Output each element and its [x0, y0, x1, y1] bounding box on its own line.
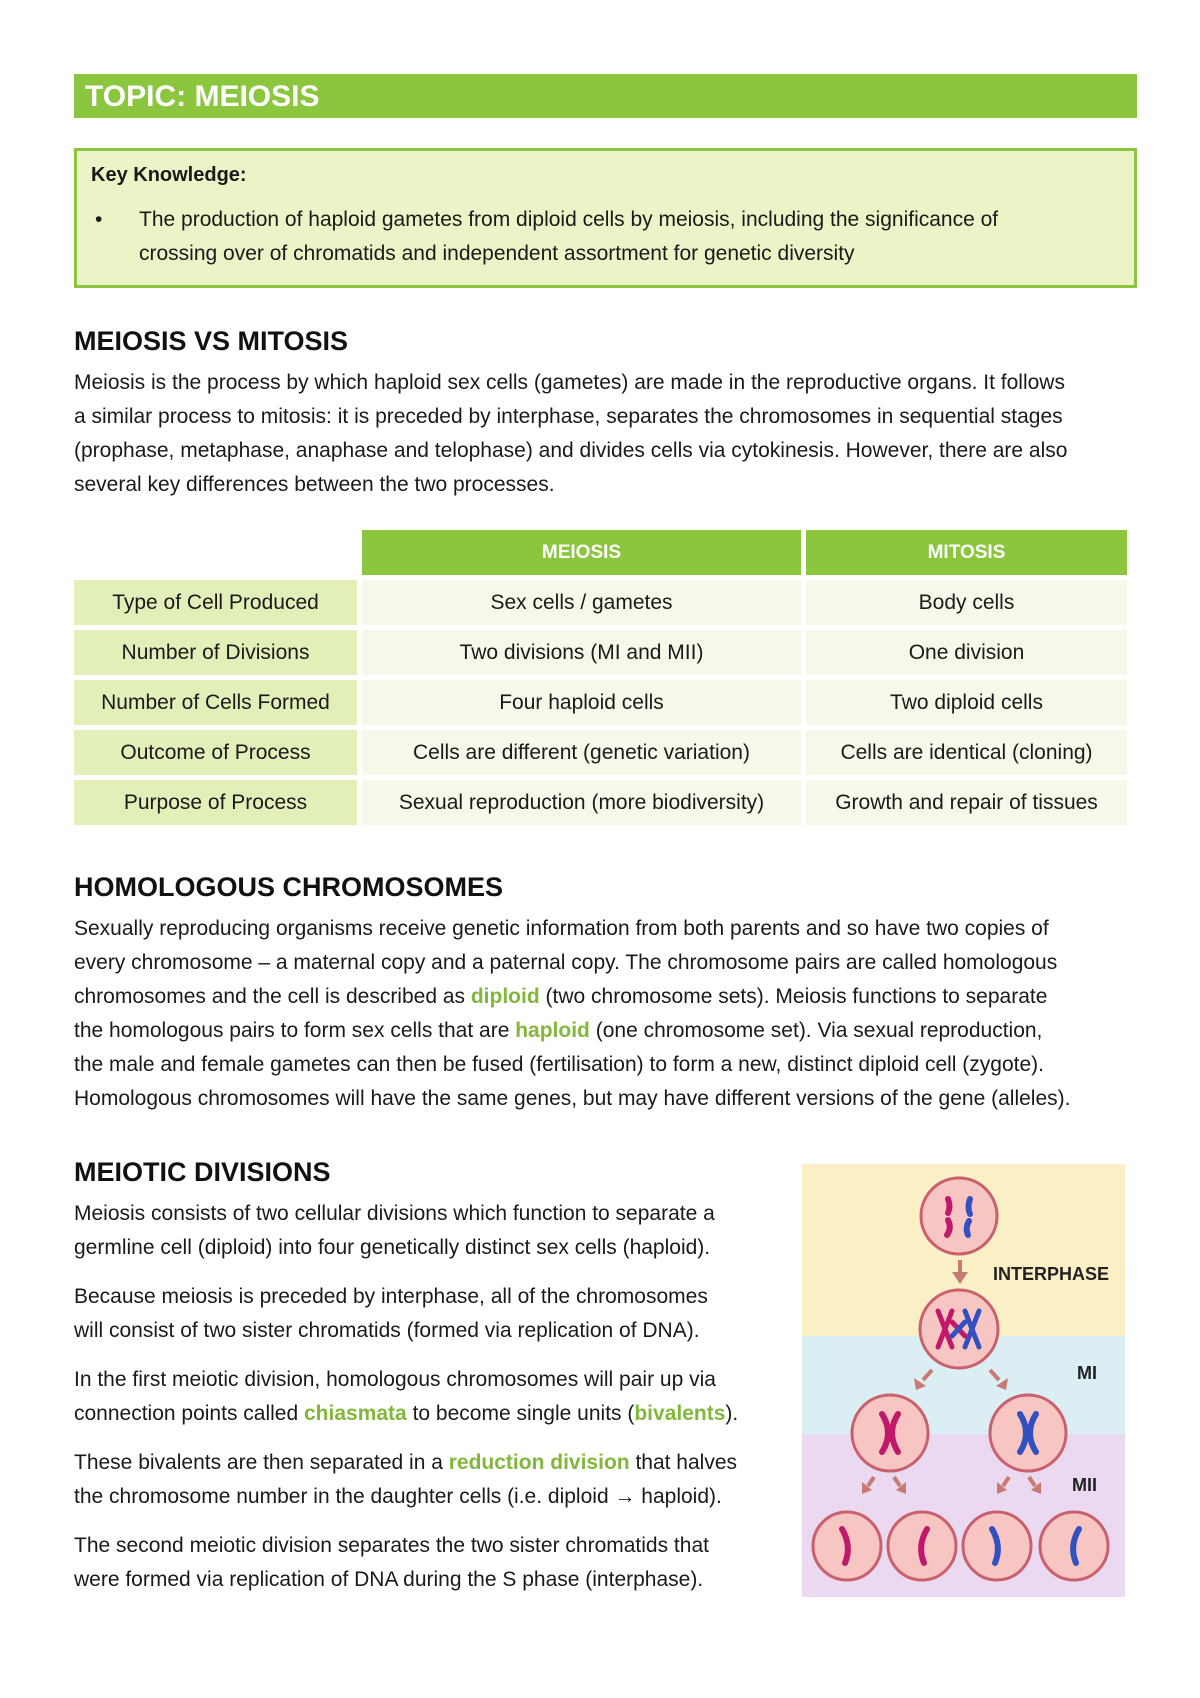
paragraph: [74, 1197, 794, 1265]
table-row: [74, 730, 1127, 775]
meiosis-cell: Sexual reproduction (more biodiversity): [362, 780, 801, 825]
gamete-cell: [813, 1512, 881, 1580]
text-line: a similar process to mitosis: it is preceded by interphase, separates the chromosomes in sequential stages: [74, 405, 1063, 428]
mitosis-cell: Two diploid cells: [806, 680, 1127, 725]
section-heading-meiotic-divisions: MEIOTIC DIVISIONS: [74, 1157, 331, 1187]
key-knowledge-line: The production of haploid gametes from diploid cells by meiosis, including the significance of: [139, 208, 999, 231]
paragraph: [74, 1363, 794, 1431]
mitosis-cell: Body cells: [806, 580, 1127, 625]
text-line: The second meiotic division separates the two sister chromatids that: [74, 1534, 709, 1557]
section-meiosis-vs-mitosis-text: [74, 366, 1067, 502]
chromosome-blue: [969, 1199, 971, 1214]
row-label: Number of Cells Formed: [74, 680, 357, 725]
topic-title: TOPIC: MEIOSIS: [85, 80, 320, 113]
text-run: connection points called: [74, 1402, 304, 1425]
meiosis-diagram: [802, 1164, 1125, 1597]
mitosis-cell: Growth and repair of tissues: [806, 780, 1127, 825]
row-label: Type of Cell Produced: [74, 580, 357, 625]
text-run: chromosomes and the cell is described as: [74, 985, 471, 1008]
text-line: Sexually reproducing organisms receive genetic information from both parents and so have two copies of: [74, 917, 1049, 940]
text-run: the homologous pairs to form sex cells that are: [74, 1019, 516, 1042]
text-line: will consist of two sister chromatids (formed via replication of DNA).: [74, 1319, 700, 1342]
text-line: several key differences between the two processes.: [74, 473, 555, 496]
text-line: Because meiosis is preceded by interphase, all of the chromosomes: [74, 1285, 708, 1308]
text-line: [74, 980, 1070, 1014]
meiosis-cell: Cells are different (genetic variation): [362, 730, 801, 775]
text-line: germline cell (diploid) into four genetically distinct sex cells (haploid).: [74, 1236, 711, 1259]
text-run: (one chromosome set). Via sexual reproduction,: [589, 1019, 1043, 1042]
gamete-cell: [888, 1512, 956, 1580]
text-line: the chromosome number in the daughter cells (i.e. diploid → haploid).: [74, 1485, 722, 1508]
gamete-cell: [1040, 1512, 1108, 1580]
key-knowledge-title: Key Knowledge:: [91, 164, 247, 186]
interphase-cell: [921, 1178, 997, 1254]
key-knowledge-line: crossing over of chromatids and independent assortment for genetic diversity: [139, 242, 855, 265]
paragraph: [74, 1529, 794, 1597]
mitosis-cell: One division: [806, 630, 1127, 675]
text-line: the male and female gametes can then be fused (fertilisation) to form a new, distinct diploid cell (zygote).: [74, 1053, 1044, 1076]
meiosis-cell: Sex cells / gametes: [362, 580, 801, 625]
key-knowledge-box: [74, 148, 1137, 288]
mitosis-cell: Cells are identical (cloning): [806, 730, 1127, 775]
row-label: Number of Divisions: [74, 630, 357, 675]
column-header-mitosis: MITOSIS: [806, 530, 1127, 575]
term-diploid: diploid: [470, 985, 540, 1008]
text-line: In the first meiotic division, homologous chromosomes will pair up via: [74, 1368, 716, 1391]
table-row: [74, 630, 1127, 675]
mi-daughter-cell-left: [852, 1395, 928, 1471]
topic-header: [74, 74, 1137, 118]
text-line: Meiosis is the process by which haploid sex cells (gametes) are made in the reproductive organs. It follows: [74, 371, 1065, 394]
meiosis-cell: Two divisions (MI and MII): [362, 630, 801, 675]
section-meiotic-text: [74, 1197, 794, 1597]
text-line: Homologous chromosomes will have the same genes, but may have different versions of the gene (alleles).: [74, 1087, 1071, 1110]
term-chiasmata: chiasmata: [304, 1402, 407, 1425]
text-run: These bivalents are then separated in a: [74, 1451, 449, 1474]
paragraph: [74, 1280, 794, 1348]
table-header-row: [74, 530, 1127, 575]
text-run: that halves: [629, 1451, 738, 1474]
section-heading-meiosis-vs-mitosis: MEIOSIS VS MITOSIS: [74, 326, 349, 356]
meiosis-cell: Four haploid cells: [362, 680, 801, 725]
text-line: every chromosome – a maternal copy and a paternal copy. The chromosome pairs are called homologous: [74, 951, 1058, 974]
table-row: [74, 580, 1127, 625]
text-line: Meiosis consists of two cellular divisions which function to separate a: [74, 1202, 715, 1225]
paragraph: [74, 1446, 794, 1514]
table-row: [74, 780, 1127, 825]
text-line: [74, 1014, 1070, 1048]
comparison-table: [69, 525, 1132, 830]
text-line: (prophase, metaphase, anaphase and telophase) and divides cells via cytokinesis. However, there are also: [74, 439, 1068, 462]
text-line: were formed via replication of DNA during the S phase (interphase).: [74, 1568, 704, 1591]
chromosome-red: [947, 1220, 950, 1235]
term-bivalents: bivalents: [634, 1402, 726, 1425]
interphase-label: INTERPHASE: [993, 1264, 1110, 1284]
table-corner: [74, 530, 357, 575]
section-heading-homologous-chromosomes: HOMOLOGOUS CHROMOSOMES: [74, 872, 504, 902]
column-header-meiosis: MEIOSIS: [362, 530, 801, 575]
text-run: to become single units (: [406, 1402, 635, 1425]
section-homologous-text: [74, 912, 1070, 1116]
text-line: [74, 1397, 794, 1431]
term-haploid: haploid: [515, 1019, 590, 1042]
mi-daughter-cell-right: [990, 1395, 1066, 1471]
text-run: ).: [725, 1402, 739, 1425]
mii-label: MII: [1072, 1475, 1097, 1495]
term-reduction-division: reduction division: [448, 1451, 630, 1474]
text-run: (two chromosome sets). Meiosis functions to separate: [539, 985, 1048, 1008]
text-line: [74, 1446, 794, 1480]
table-row: [74, 680, 1127, 725]
gamete-cell: [963, 1512, 1031, 1580]
cell-membrane: [921, 1178, 997, 1254]
mi-parent-cell: [920, 1290, 998, 1368]
bullet-icon: •: [95, 208, 103, 231]
mi-label: MI: [1077, 1363, 1097, 1383]
row-label: Purpose of Process: [74, 780, 357, 825]
chromosome-red: [948, 1199, 950, 1213]
key-knowledge-item: [91, 203, 1120, 271]
chromosome-blue: [967, 1221, 969, 1235]
row-label: Outcome of Process: [74, 730, 357, 775]
